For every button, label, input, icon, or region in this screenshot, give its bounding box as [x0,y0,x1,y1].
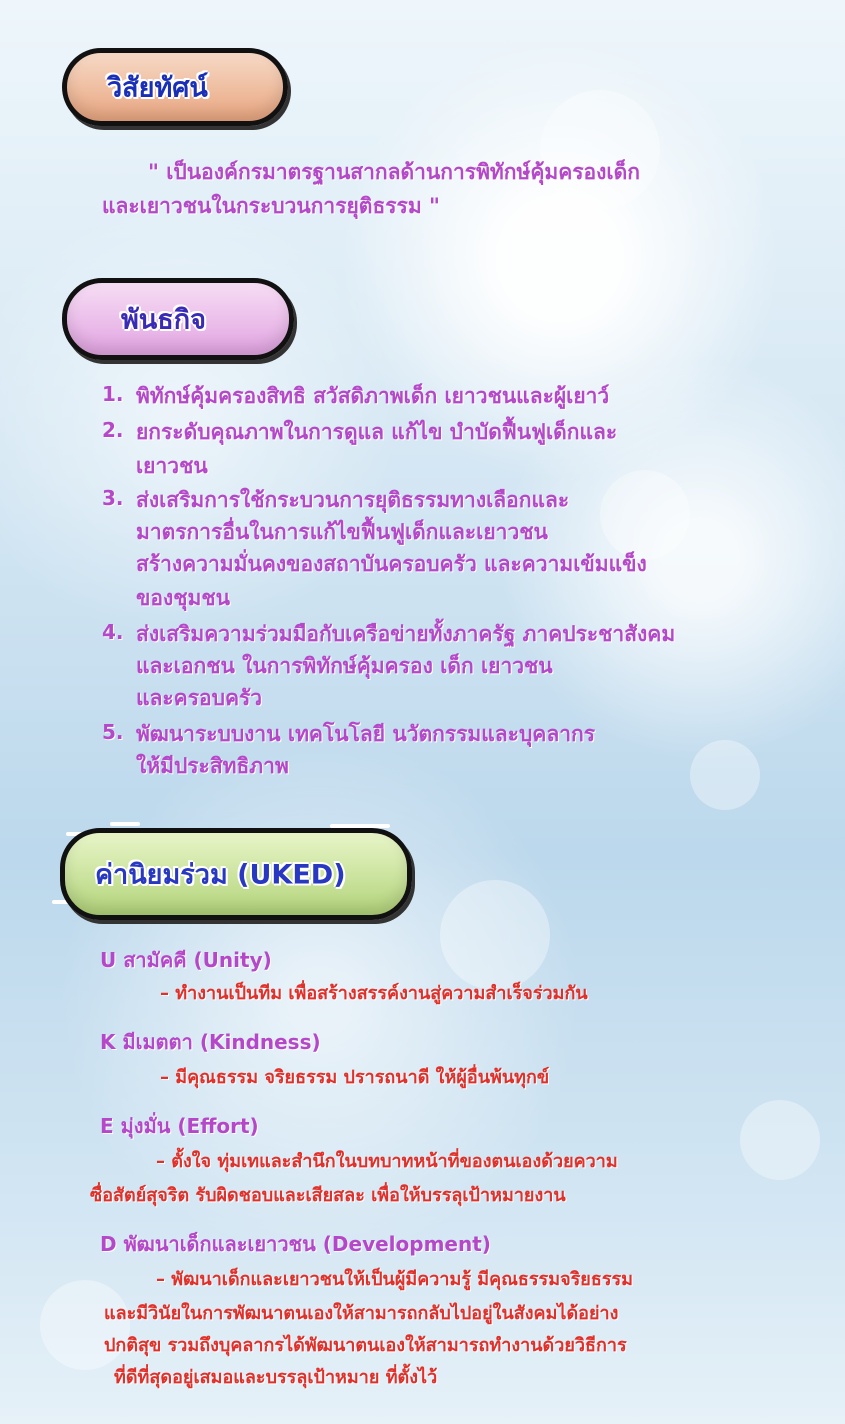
mission-item-line: ยกระดับคุณภาพในการดูแล แก้ไข บำบัดฟื้นฟูเด็กและ [136,420,618,444]
bokeh-decoration [540,90,660,210]
bokeh-decoration [690,740,760,810]
value-description-line: และมีวินัยในการพัฒนาตนเองให้สามารถกลับไปอยู่ในสังคมได้อย่าง [104,1303,619,1324]
value-description-line: ที่ดีที่สุดอยู่เสมอและบรรลุเป้าหมาย ที่ตั้งไว้ [114,1367,438,1388]
mission-item-line: และครอบครัว [136,686,263,710]
mission-item-line: และเอกชน ในการพิทักษ์คุ้มครอง เด็ก เยาวชน [136,654,553,678]
mission-item-line: ส่งเสริมความร่วมมือกับเครือข่ายทั้งภาครัฐ ภาคประชาสังคม [136,622,676,646]
value-heading-development: D พัฒนาเด็กและเยาวชน (Development) [100,1232,491,1256]
values-title-badge [60,828,412,920]
value-description-line: – ตั้งใจ ทุ่มเทและสำนึกในบทบาทหน้าที่ของตนเองด้วยความ [156,1151,618,1172]
values-title: ค่านิยมร่วม (UKED) [95,859,346,891]
value-heading-unity: U สามัคคี (Unity) [100,948,272,972]
mission-item-number: 3. [102,486,124,510]
bokeh-decoration [740,1100,820,1180]
value-description-line: ซื่อสัตย์สุจริต รับผิดชอบและเสียสละ เพื่อให้บรรลุเป้าหมายงาน [90,1185,566,1206]
bokeh-decoration [440,880,550,990]
vision-statement-line: " เป็นองค์กรมาตรฐานสากลด้านการพิทักษ์คุ้มครองเด็ก [148,160,640,184]
mission-item-line: เยาวชน [136,454,208,478]
value-heading-effort: E มุ่งมั่น (Effort) [100,1114,259,1138]
mission-item-number: 1. [102,382,124,406]
mission-item-line: สร้างความมั่นคงของสถาบันครอบครัว และความเข้มแข็ง [136,552,647,576]
mission-item-line: ของชุมชน [136,586,230,610]
value-description-line: – มีคุณธรรม จริยธรรม ปรารถนาดี ให้ผู้อื่นพ้นทุกข์ [160,1067,550,1088]
vision-title-badge [62,48,288,126]
mission-item-number: 2. [102,418,124,442]
mission-item-number: 5. [102,720,124,744]
mission-item-line: ส่งเสริมการใช้กระบวนการยุติธรรมทางเลือกและ [136,488,570,512]
dash-decoration [110,822,140,826]
mission-item-line: ให้มีประสิทธิภาพ [136,754,289,778]
value-description-line: – พัฒนาเด็กและเยาวชนให้เป็นผู้มีความรู้ มีคุณธรรมจริยธรรม [156,1269,634,1290]
bokeh-decoration [600,470,690,560]
mission-item-line: พิทักษ์คุ้มครองสิทธิ สวัสดิภาพเด็ก เยาวชนและผู้เยาว์ [136,384,610,408]
vision-statement-line: และเยาวชนในกระบวนการยุติธรรม " [102,194,440,218]
mission-title: พันธกิจ [121,304,206,336]
value-heading-kindness: K มีเมตตา (Kindness) [100,1030,321,1054]
mission-item-number: 4. [102,620,124,644]
mission-item-line: มาตรการอื่นในการแก้ไขฟื้นฟูเด็กและเยาวชน [136,520,548,544]
vision-title: วิสัยทัศน์ [107,72,208,104]
mission-item-line: พัฒนาระบบงาน เทคโนโลยี นวัตกรรมและบุคลากร [136,722,595,746]
mission-title-badge [62,278,294,360]
value-description-line: ปกติสุข รวมถึงบุคลากรได้พัฒนาตนเองให้สามารถทำงานด้วยวิธีการ [104,1335,627,1356]
value-description-line: – ทำงานเป็นทีม เพื่อสร้างสรรค์งานสู่ความสำเร็จร่วมกัน [160,983,588,1004]
